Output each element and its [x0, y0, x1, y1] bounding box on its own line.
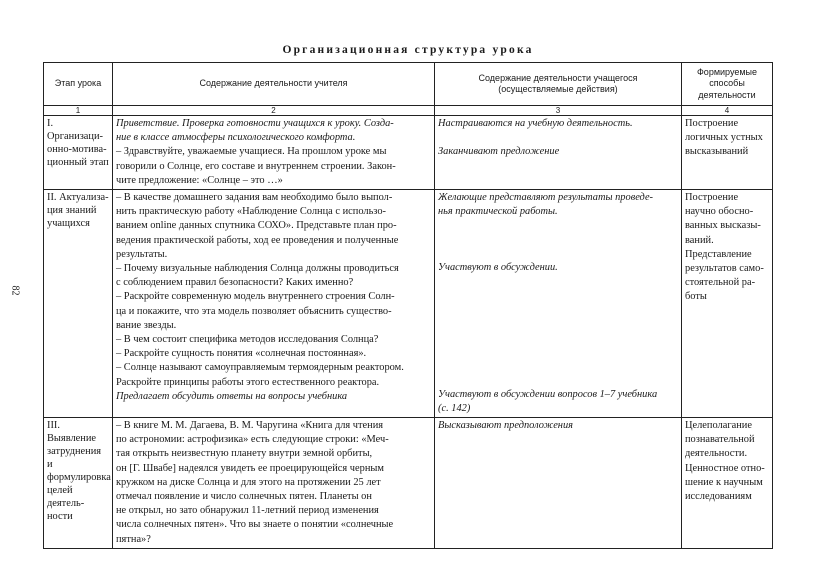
stage-line: ция знаний [47, 205, 97, 217]
methods-cell [682, 418, 773, 549]
methods-line: Построение [685, 192, 739, 204]
teacher-line: – Раскройте современную модель внутреннего строения Солн- [116, 291, 395, 303]
stage-line: онно-мотива- [47, 144, 107, 155]
table-row [44, 116, 773, 190]
methods-line: деятельности. [685, 448, 748, 460]
teacher-line: – Солнце называют самоуправляемым термоядерным реактором. [116, 362, 404, 374]
methods-line: боты [685, 291, 707, 303]
teacher-line: отмечал появление и число солнечных пятен. Планеты он [116, 491, 372, 503]
methods-line: шение к научным [685, 476, 763, 488]
stage-line: I. Организаци- [47, 118, 103, 142]
header-methods: Формируемые способы деятельности [682, 63, 773, 106]
teacher-line: чите предложение: «Солнце – это …» [116, 174, 283, 186]
teacher-line: нить практическую работу «Наблюдение Солнца с использо- [116, 206, 387, 218]
methods-line: исследованиям [685, 491, 752, 503]
header-stage: Этап урока [44, 63, 113, 106]
teacher-line: ведения практической работы, ход ее проведения и полученные [116, 234, 399, 246]
teacher-line: не открыл, но зато обнаружил 11-летний период изменения [116, 505, 379, 517]
teacher-line: пятна»? [116, 533, 151, 545]
header-teacher: Содержание деятельности учителя [113, 63, 435, 106]
teacher-line: Раскройте принципы работы этого естественного реактора. [116, 376, 380, 388]
stage-line: и формулировка [47, 459, 111, 484]
methods-line: научно обосно- [685, 206, 754, 218]
teacher-line: ние в классе атмосферы психологического комфорта. [116, 132, 356, 144]
teacher-cell [113, 418, 435, 549]
methods-cell [682, 116, 773, 190]
page-title: Организационная структура урока [282, 44, 534, 56]
methods-line: ванных высказы- [685, 220, 761, 232]
teacher-line: Предлагает обсудить ответы на вопросы учебника [116, 390, 348, 402]
stage-line: II. Актуализа- [47, 192, 109, 204]
student-cell [435, 190, 682, 418]
teacher-line: кружком на диске Солнца и для этого на протяжении 25 лет [116, 476, 381, 488]
teacher-line: ца и покажите, что эта модель позволяет объяснить существо- [116, 305, 392, 317]
table-row [44, 190, 773, 418]
stage-line: III. Выявление [47, 420, 96, 445]
student-cell [435, 418, 682, 549]
methods-line: Ценностное отно- [685, 462, 765, 474]
student-cell [435, 116, 682, 190]
methods-line: высказываний [685, 146, 749, 158]
header-row [44, 63, 773, 106]
methods-line: Представление [685, 248, 752, 260]
column-number-row [44, 106, 773, 116]
teacher-cell [113, 190, 435, 418]
methods-line: Построение [685, 118, 739, 129]
teacher-line: – Почему визуальные наблюдения Солнца должны проводиться [116, 263, 399, 275]
column-number: 2 [113, 106, 435, 116]
stage-cell [44, 190, 113, 418]
student-line: Участвуют в обсуждении. [438, 262, 558, 274]
methods-line: стоятельной ра- [685, 277, 756, 289]
stage-cell [44, 418, 113, 549]
student-line: Участвуют в обсуждении вопросов 1–7 учебника [438, 388, 658, 400]
teacher-line: ванием online данных спутника СОХО». Представьте план про- [116, 220, 397, 232]
stage-line: ционный этап [47, 157, 109, 168]
stage-line: ности [47, 511, 73, 523]
stage-line: учащихся [47, 218, 90, 230]
teacher-line: вание звезды. [116, 319, 177, 331]
stage-line: затруднения [47, 446, 102, 458]
methods-line: Целеполагание [685, 420, 752, 432]
table-row [44, 418, 773, 549]
teacher-line: – В качестве домашнего задания вам необходимо было выпол- [116, 192, 393, 204]
teacher-line: с соблюдением правил безопасности? Каких именно? [116, 277, 354, 289]
student-line: нья практической работы. [438, 206, 558, 218]
methods-line: логичных устных [685, 132, 763, 144]
teacher-line: – Здравствуйте, уважаемые учащиеся. На прошлом уроке мы [116, 146, 387, 158]
teacher-line: – В чем состоит специфика методов исследования Солнца? [116, 334, 379, 346]
student-line: Высказывают предположения [438, 420, 573, 432]
student-line: Настраиваются на учебную деятельность. [438, 118, 633, 129]
teacher-line: числа солнечных пятен». Что вы знаете о понятии «солнечные [116, 519, 394, 531]
teacher-line: тая открыть неизвестную планету внутри земной орбиты, [116, 448, 373, 460]
lesson-structure-table [43, 62, 773, 549]
teacher-line: – В книге М. М. Дагаева, В. М. Чаругина «Книга для чтения [116, 420, 384, 432]
column-number: 3 [435, 106, 682, 116]
teacher-cell [113, 116, 435, 190]
column-number: 4 [682, 106, 773, 116]
teacher-line: Приветствие. Проверка готовности учащихся к уроку. Созда- [116, 118, 394, 129]
header-student: Содержание деятельности учащегося (осуществляемые действия) [435, 63, 682, 106]
column-number: 1 [44, 106, 113, 116]
methods-line: познавательной [685, 434, 755, 446]
teacher-line: результаты. [116, 248, 168, 260]
student-line: Заканчивают предложение [438, 146, 560, 158]
stage-line: целей деятель- [47, 485, 85, 510]
methods-line: результатов само- [685, 263, 764, 275]
teacher-line: говорили о Солнце, его составе и внутреннем строении. Закон- [116, 160, 396, 172]
teacher-line: по астрономии: астрофизика» есть следующие строки: «Меч- [116, 434, 389, 446]
page-number: 82 [9, 285, 21, 296]
methods-line: ваний. [685, 234, 714, 246]
student-line: (с. 142) [438, 402, 471, 414]
teacher-line: он [Г. Швабе] надеялся увидеть ее проецирующейся черным [116, 462, 384, 474]
student-line: Желающие представляют результаты проведе- [438, 192, 654, 204]
stage-cell [44, 116, 113, 190]
teacher-line: – Раскройте сущность понятия «солнечная постоянная». [116, 348, 367, 360]
methods-cell [682, 190, 773, 418]
